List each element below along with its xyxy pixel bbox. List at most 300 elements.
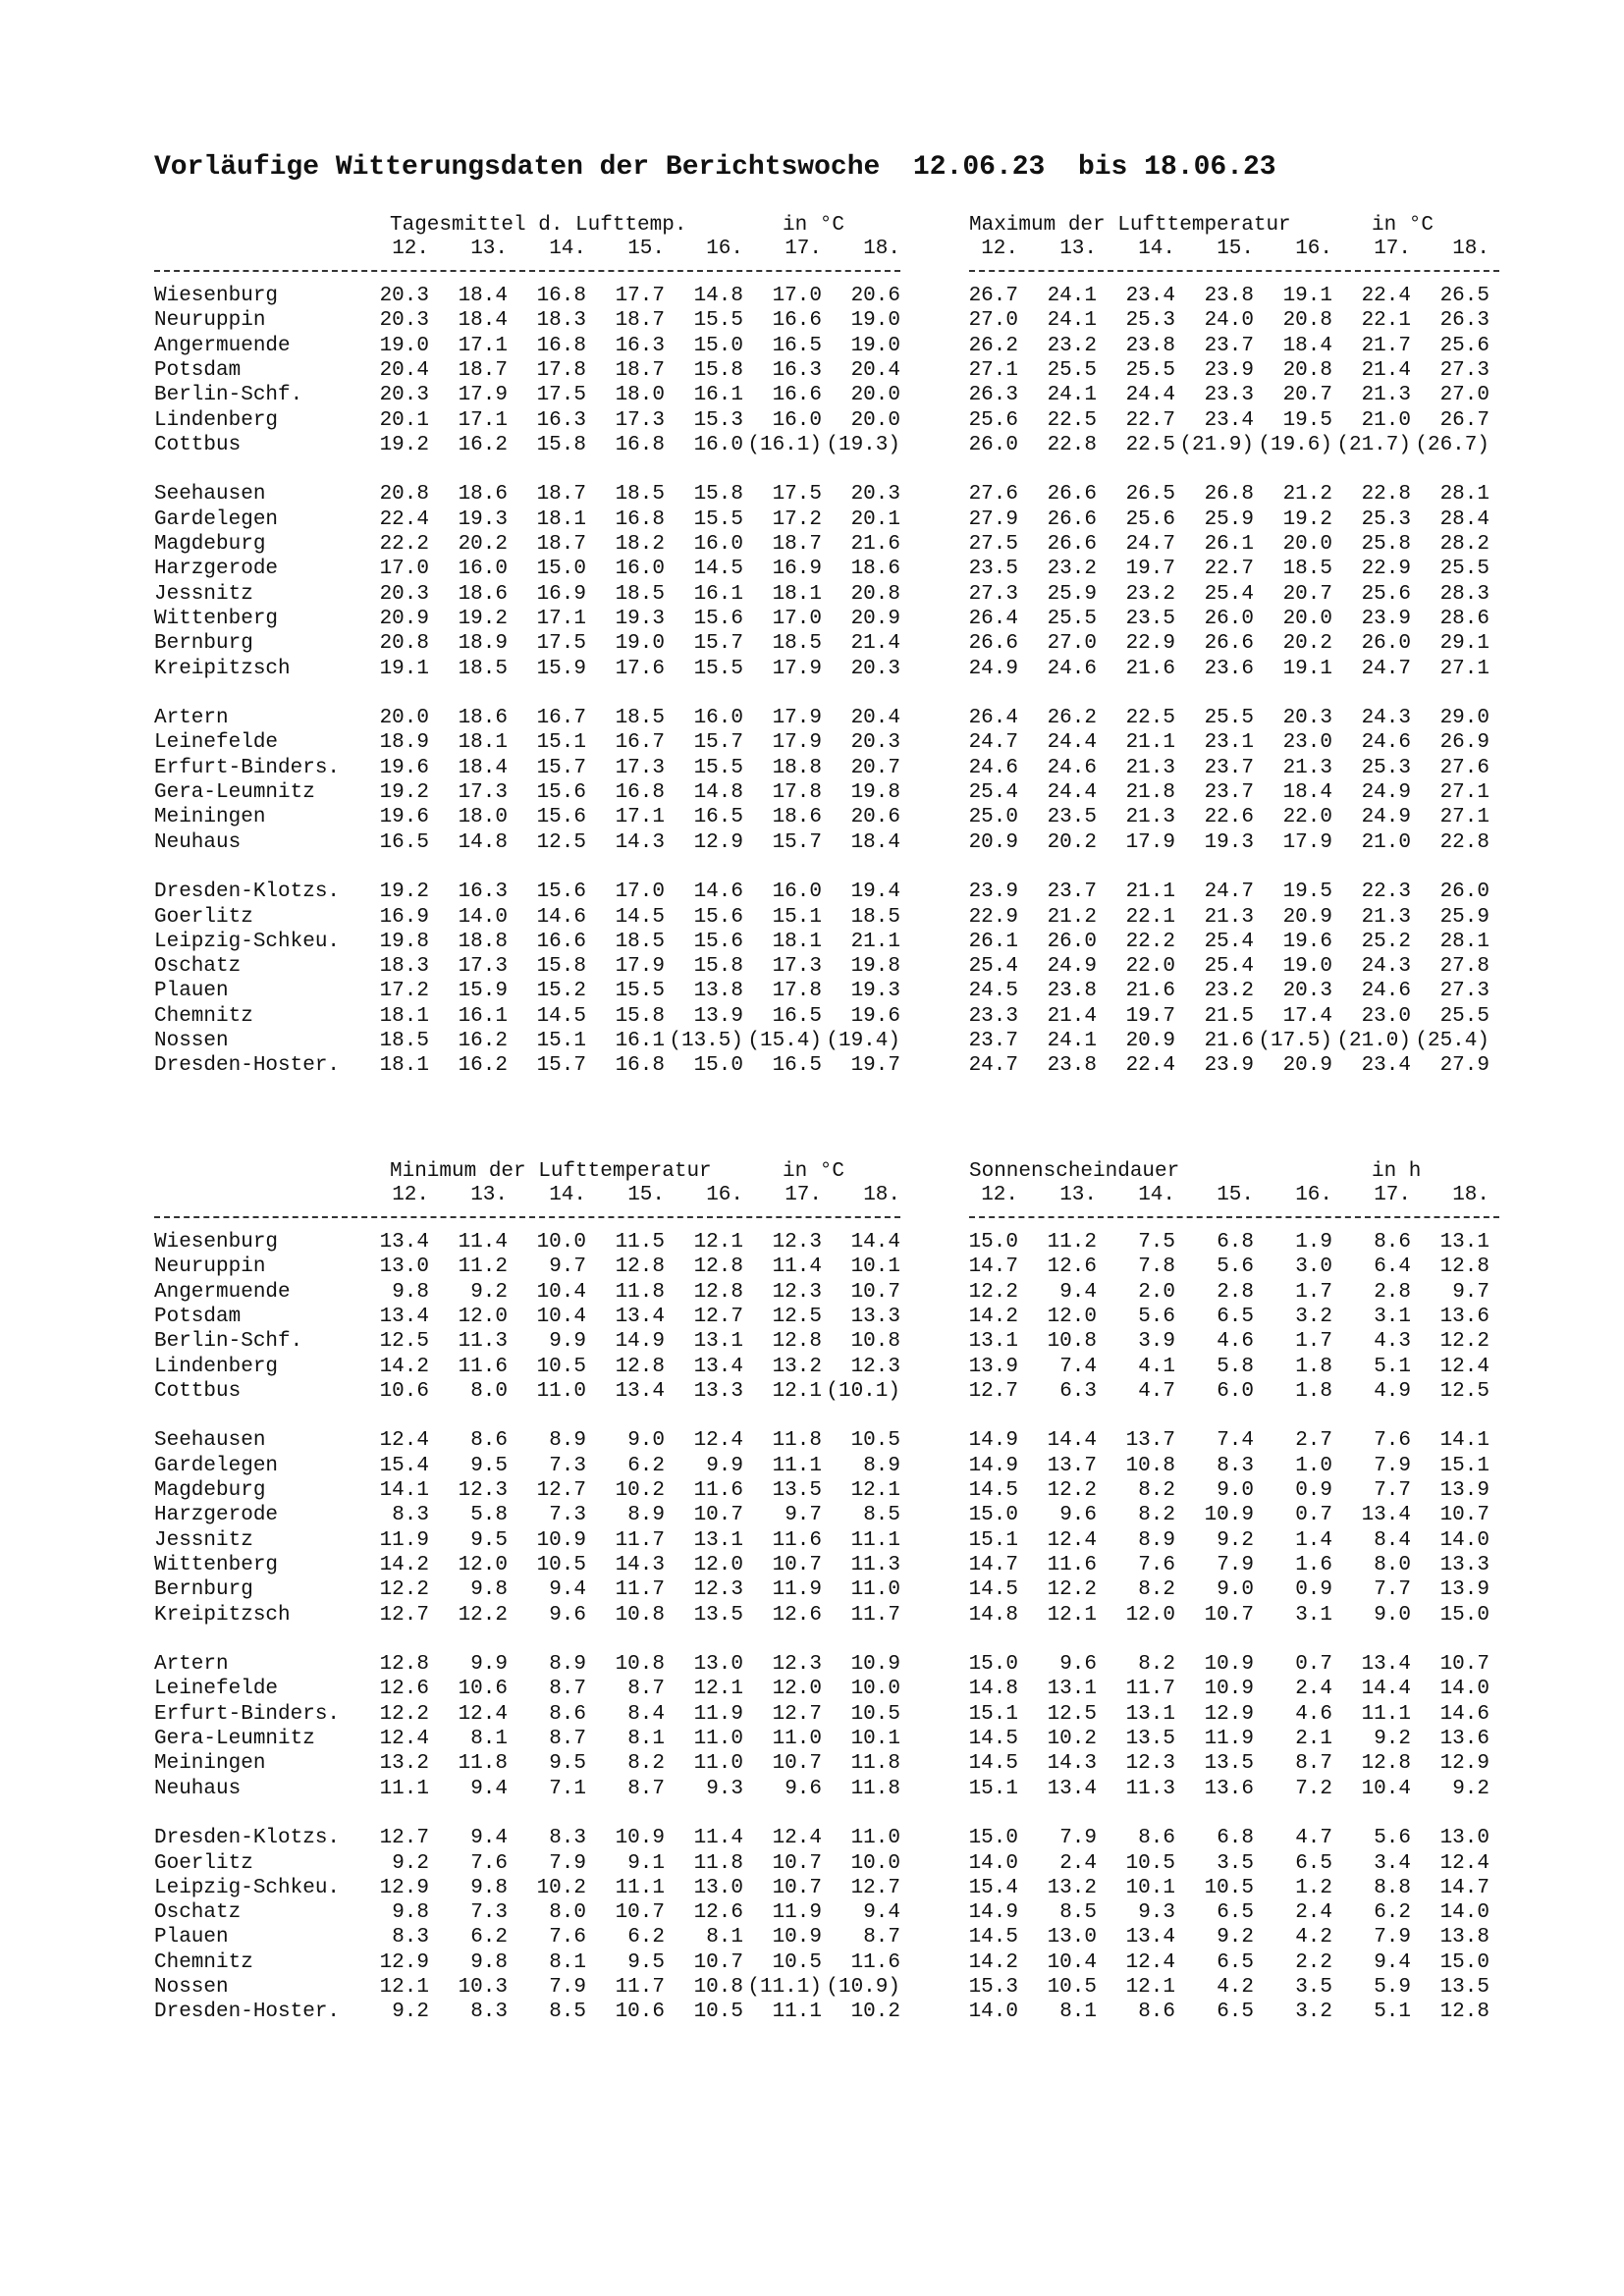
left-value-cell: 20.4 [850,707,900,730]
left-value-cell: 11.0 [850,1827,900,1850]
left-value-cell: 18.5 [615,582,665,606]
left-value-cell: 7.3 [549,1454,586,1477]
station-name: Gera-Leumnitz [154,781,315,804]
left-separator [154,1216,900,1218]
right-value-cell: 23.9 [1204,1054,1254,1078]
right-value-cell: 15.1 [968,1777,1018,1800]
right-value-cell: 24.6 [1361,731,1411,755]
left-value-cell: 20.3 [850,483,900,507]
right-value-cell: 27.8 [1439,955,1489,979]
right-separator [969,270,1499,272]
right-value-cell: 23.0 [1282,731,1332,755]
right-value-cell: 20.2 [1047,830,1097,854]
right-value-cell: 12.9 [1204,1702,1254,1726]
table-row [154,1554,1509,1578]
left-value-cell: 16.0 [693,433,743,456]
table-row [154,707,1509,731]
left-value-cell: 8.1 [470,1728,508,1750]
station-name: Potsdam [154,358,242,382]
left-value-cell: 9.2 [392,1851,429,1875]
right-value-cell: 8.7 [1295,1752,1332,1776]
station-name: Magdeburg [154,1479,266,1502]
right-value-cell: 24.0 [1204,309,1254,333]
left-value-cell: 7.1 [549,1777,586,1800]
right-value-cell: 23.3 [968,1004,1018,1028]
right-value-cell: 22.3 [1361,881,1411,904]
right-value-cell: 14.0 [968,2001,1018,2024]
right-value-cell: 7.4 [1059,1355,1097,1378]
right-value-cell: 14.6 [1439,1702,1489,1726]
right-value-cell: 13.7 [1125,1429,1175,1453]
right-value-cell: 26.7 [968,285,1018,307]
right-value-cell: 14.9 [968,1454,1018,1477]
right-value-cell: 14.7 [1439,1876,1489,1899]
right-value-cell: 23.4 [1125,285,1175,307]
right-value-cell: 21.6 [1125,980,1175,1003]
right-value-cell: 19.2 [1282,507,1332,531]
right-value-cell: 10.1 [1125,1876,1175,1899]
left-value-cell: 10.7 [615,1901,665,1925]
right-value-cell: 20.9 [1282,1054,1332,1078]
station-name: Kreipitzsch [154,657,291,680]
left-value-cell: 8.3 [392,1504,429,1527]
left-value-cell: 18.1 [772,582,822,606]
table-row [154,1005,1509,1030]
left-value-cell: 11.1 [772,1454,822,1477]
right-value-cell: 23.8 [1047,1054,1097,1078]
table-row [154,757,1509,781]
right-value-cell: 11.2 [1047,1231,1097,1254]
right-value-cell: 23.8 [1047,980,1097,1003]
left-value-cell: 19.1 [379,657,429,680]
left-value-cell: 17.6 [615,657,665,680]
left-value-cell: 18.1 [458,731,508,755]
table-row [154,1976,1509,2001]
left-value-cell: 11.8 [458,1752,508,1776]
left-value-cell: 17.0 [772,285,822,307]
left-value-cell: 8.6 [470,1429,508,1453]
table-row [154,1281,1509,1306]
right-value-cell: 26.6 [1204,632,1254,656]
right-value-cell: 27.1 [1439,657,1489,680]
right-value-cell: 14.4 [1047,1429,1097,1453]
left-value-cell: 18.5 [379,1030,429,1052]
right-value-cell: 21.7 [1361,334,1411,357]
right-value-cell: 8.5 [1059,1901,1097,1925]
left-value-cell: 9.8 [470,1876,508,1899]
table-row [154,1429,1509,1454]
station-name: Leipzig-Schkeu. [154,930,341,953]
left-value-cell: 15.7 [693,632,743,656]
left-value-cell: 10.5 [850,1429,900,1453]
left-value-cell: 20.3 [850,731,900,755]
table-row [154,1255,1509,1280]
right-value-cell: 23.2 [1047,334,1097,357]
left-value-cell: 11.6 [850,1950,900,1974]
left-value-cell: 13.4 [615,1305,665,1328]
station-name: Kreipitzsch [154,1603,291,1627]
right-value-cell: 27.3 [968,582,1018,606]
table-row [154,1030,1509,1054]
right-section-header: Sonnenscheindauer [969,1160,1180,1183]
left-day-header: 16. [706,1184,743,1206]
left-value-cell: 22.2 [379,533,429,556]
left-value-cell: 19.2 [458,607,508,630]
left-value-cell: 8.1 [549,1950,586,1974]
left-value-cell: 18.4 [458,309,508,333]
left-value-cell: 19.7 [850,1054,900,1078]
table-row [154,1306,1509,1330]
left-value-cell: 10.4 [536,1280,586,1304]
right-value-cell: 28.3 [1439,582,1489,606]
right-value-cell: 6.0 [1217,1379,1254,1403]
left-value-cell: 20.1 [379,408,429,432]
left-value-cell: 10.5 [693,2001,743,2024]
left-value-cell: 18.1 [379,1004,429,1028]
right-section-unit: in °C [1372,214,1435,237]
right-value-cell: 15.0 [968,1827,1018,1850]
right-value-cell: 13.1 [968,1330,1018,1354]
table-row [154,2001,1509,2025]
right-value-cell: 3.5 [1295,1976,1332,1999]
station-name: Harzgerode [154,1504,279,1527]
right-value-cell: 7.9 [1059,1827,1097,1850]
left-value-cell: 18.6 [458,707,508,730]
left-value-cell: 10.5 [536,1355,586,1378]
left-value-cell: 16.1 [615,1030,665,1052]
right-value-cell: 13.4 [1047,1777,1097,1800]
right-value-cell: 12.0 [1047,1305,1097,1328]
right-value-cell: 9.4 [1374,1950,1411,1974]
left-value-cell: 12.1 [693,1678,743,1701]
left-day-header: 13. [470,238,508,260]
right-value-cell: 22.5 [1125,707,1175,730]
left-value-cell: 16.8 [615,507,665,531]
right-value-cell: 27.3 [1439,358,1489,382]
left-value-cell: 12.2 [458,1603,508,1627]
right-value-cell: (17.5) [1258,1030,1332,1052]
left-value-cell: 18.9 [379,731,429,755]
left-value-cell: 15.3 [693,408,743,432]
table-row [154,558,1509,582]
left-value-cell: 16.5 [772,1004,822,1028]
left-value-cell: 11.8 [693,1851,743,1875]
station-name: Harzgerode [154,558,279,581]
right-value-cell: 24.5 [968,980,1018,1003]
station-name: Meiningen [154,1752,266,1776]
left-value-cell: 9.2 [392,2001,429,2024]
left-value-cell: 16.8 [615,433,665,456]
left-value-cell: 17.0 [615,881,665,904]
right-value-cell: 25.2 [1361,930,1411,953]
left-value-cell: 16.9 [772,558,822,581]
station-name: Artern [154,707,229,730]
left-value-cell: 16.0 [772,881,822,904]
right-value-cell: 5.6 [1138,1305,1175,1328]
right-value-cell: 7.5 [1138,1231,1175,1254]
left-value-cell: 17.0 [379,558,429,581]
right-value-cell: 22.5 [1047,408,1097,432]
station-name: Jessnitz [154,1528,253,1552]
right-value-cell: 26.6 [1047,483,1097,507]
right-value-cell: 1.4 [1295,1528,1332,1552]
right-value-cell: 24.6 [1047,756,1097,779]
right-value-cell: 24.3 [1361,955,1411,979]
left-value-cell: 12.8 [379,1653,429,1677]
left-value-cell: 8.9 [627,1504,665,1527]
table-row [154,409,1509,434]
left-section-unit: in °C [783,1160,845,1183]
left-value-cell: 19.0 [379,334,429,357]
left-value-cell: 9.5 [549,1752,586,1776]
right-value-cell: 12.6 [1047,1255,1097,1279]
left-value-cell: 12.8 [693,1255,743,1279]
right-value-cell: 5.1 [1374,1355,1411,1378]
right-value-cell: 4.7 [1295,1827,1332,1850]
right-value-cell: 7.6 [1374,1429,1411,1453]
left-value-cell: 12.5 [536,830,586,854]
right-value-cell: 1.6 [1295,1553,1332,1576]
right-value-cell: 21.3 [1125,756,1175,779]
left-value-cell: 16.6 [536,930,586,953]
right-value-cell: 3.5 [1217,1851,1254,1875]
left-value-cell: 16.0 [693,707,743,730]
table-row [154,1054,1509,1079]
left-value-cell: 11.0 [693,1728,743,1750]
station-name: Oschatz [154,955,242,979]
right-value-cell: 14.5 [968,1578,1018,1602]
left-value-cell: 15.5 [693,507,743,531]
right-value-cell: 24.1 [1047,285,1097,307]
left-value-cell: 14.3 [615,830,665,854]
right-value-cell: 14.0 [1439,1528,1489,1552]
right-value-cell: 22.4 [1361,285,1411,307]
right-value-cell: 20.8 [1282,309,1332,333]
left-value-cell: 10.6 [615,2001,665,2024]
right-day-header: 17. [1374,238,1411,260]
right-value-cell: 13.5 [1204,1752,1254,1776]
right-value-cell: 21.0 [1361,408,1411,432]
right-value-cell: 9.6 [1059,1653,1097,1677]
right-value-cell: 11.6 [1047,1553,1097,1576]
left-value-cell: 10.0 [850,1678,900,1701]
right-value-cell: 22.9 [968,905,1018,929]
station-name: Chemnitz [154,1004,253,1028]
right-value-cell: 12.2 [1439,1330,1489,1354]
left-value-cell: 20.4 [379,358,429,382]
left-value-cell: 18.7 [615,358,665,382]
right-value-cell: 14.5 [968,1752,1018,1776]
left-value-cell: 9.2 [470,1280,508,1304]
station-name: Wiesenburg [154,285,279,307]
right-value-cell: 14.0 [1439,1678,1489,1701]
right-value-cell: 23.5 [1047,806,1097,829]
left-value-cell: 10.2 [615,1479,665,1502]
right-value-cell: 4.6 [1295,1702,1332,1726]
right-value-cell: 22.6 [1204,806,1254,829]
left-value-cell: 17.1 [458,334,508,357]
left-value-cell: 14.2 [379,1553,429,1576]
left-value-cell: 11.3 [850,1553,900,1576]
right-value-cell: 24.3 [1361,707,1411,730]
left-value-cell: 16.8 [615,781,665,804]
left-value-cell: 18.5 [850,905,900,929]
table-row [154,1778,1509,1802]
right-value-cell: 20.2 [1282,632,1332,656]
right-value-cell: 29.1 [1439,632,1489,656]
right-value-cell: 22.4 [1125,1054,1175,1078]
left-value-cell: 20.2 [458,533,508,556]
left-value-cell: 16.8 [536,334,586,357]
left-value-cell: 12.7 [850,1876,900,1899]
right-value-cell: (19.6) [1258,433,1332,456]
right-value-cell: 26.0 [1439,881,1489,904]
station-name: Neuhaus [154,830,242,854]
right-value-cell: 23.7 [1204,334,1254,357]
left-value-cell: 20.3 [379,582,429,606]
left-value-cell: 13.3 [850,1305,900,1328]
left-value-cell: 6.2 [470,1926,508,1949]
right-day-header: 16. [1295,238,1332,260]
left-value-cell: 14.6 [693,881,743,904]
left-value-cell: 18.5 [458,657,508,680]
right-value-cell: 9.3 [1138,1901,1175,1925]
right-value-cell: 25.5 [1204,707,1254,730]
right-value-cell: (21.0) [1336,1030,1411,1052]
right-value-cell: 25.0 [968,806,1018,829]
right-value-cell: 15.0 [968,1504,1018,1527]
left-value-cell: 12.0 [458,1305,508,1328]
right-value-cell: 25.5 [1439,1004,1489,1028]
left-value-cell: 8.0 [549,1901,586,1925]
left-value-cell: 11.7 [615,1578,665,1602]
left-value-cell: 16.5 [693,806,743,829]
left-value-cell: 7.3 [549,1504,586,1527]
right-value-cell: 15.1 [968,1702,1018,1726]
left-value-cell: 19.3 [615,607,665,630]
right-value-cell: 14.5 [968,1926,1018,1949]
left-value-cell: 18.4 [850,830,900,854]
right-value-cell: 17.4 [1282,1004,1332,1028]
right-value-cell: 23.7 [1204,756,1254,779]
right-value-cell: 20.9 [968,830,1018,854]
right-value-cell: 27.6 [968,483,1018,507]
right-value-cell: 23.7 [1204,781,1254,804]
left-value-cell: 13.1 [693,1330,743,1354]
right-value-cell: 20.0 [1282,607,1332,630]
left-value-cell: 20.0 [850,408,900,432]
right-value-cell: 19.1 [1282,285,1332,307]
left-value-cell: 19.6 [379,756,429,779]
right-value-cell: 15.0 [1439,1950,1489,1974]
left-value-cell: 10.7 [693,1950,743,1974]
left-value-cell: 16.9 [536,582,586,606]
right-value-cell: 8.3 [1217,1454,1254,1477]
right-value-cell: 5.8 [1217,1355,1254,1378]
left-value-cell: 8.7 [863,1926,900,1949]
right-value-cell: 21.3 [1361,905,1411,929]
left-value-cell: 16.1 [693,384,743,407]
right-value-cell: 20.3 [1282,707,1332,730]
left-value-cell: 8.3 [549,1827,586,1850]
right-value-cell: 12.1 [1125,1976,1175,1999]
right-value-cell: 21.5 [1204,1004,1254,1028]
right-value-cell: 20.7 [1282,582,1332,606]
station-name: Neuruppin [154,1255,266,1279]
right-value-cell: 9.2 [1452,1777,1489,1800]
right-value-cell: 28.2 [1439,533,1489,556]
right-value-cell: 13.9 [1439,1479,1489,1502]
left-value-cell: 9.3 [706,1777,743,1800]
left-day-header: 13. [470,1184,508,1206]
right-value-cell: 8.9 [1138,1528,1175,1552]
right-value-cell: (21.7) [1336,433,1411,456]
right-value-cell: 13.3 [1439,1553,1489,1576]
right-day-header: 13. [1059,1184,1097,1206]
left-value-cell: 17.5 [536,384,586,407]
station-name: Lindenberg [154,1355,279,1378]
right-value-cell: 21.3 [1361,384,1411,407]
left-value-cell: 18.1 [536,507,586,531]
right-value-cell: 22.8 [1361,483,1411,507]
right-value-cell: 2.8 [1374,1280,1411,1304]
left-value-cell: 16.2 [458,1030,508,1052]
left-value-cell: 18.1 [772,930,822,953]
right-value-cell: 21.3 [1282,756,1332,779]
left-value-cell: 15.8 [693,955,743,979]
right-value-cell: 2.8 [1217,1280,1254,1304]
left-value-cell: 11.9 [772,1901,822,1925]
right-value-cell: 18.5 [1282,558,1332,581]
left-value-cell: 9.5 [470,1528,508,1552]
right-value-cell: 26.0 [1047,930,1097,953]
right-value-cell: 21.2 [1047,905,1097,929]
right-value-cell: 11.9 [1204,1728,1254,1750]
left-value-cell: 10.3 [458,1976,508,1999]
right-value-cell: 9.6 [1059,1504,1097,1527]
right-value-cell: 25.5 [1439,558,1489,581]
left-value-cell: 18.3 [379,955,429,979]
table-row [154,384,1509,408]
left-value-cell: 12.0 [458,1553,508,1576]
left-value-cell: 18.7 [615,309,665,333]
left-value-cell: 10.5 [772,1950,822,1974]
left-value-cell: 12.0 [772,1678,822,1701]
right-value-cell: 21.1 [1125,731,1175,755]
right-value-cell: 10.8 [1047,1330,1097,1354]
left-value-cell: 10.4 [536,1305,586,1328]
right-value-cell: 4.7 [1138,1379,1175,1403]
right-value-cell: 3.2 [1295,2001,1332,2024]
left-value-cell: 17.1 [458,408,508,432]
right-value-cell: 22.7 [1204,558,1254,581]
left-value-cell: 7.6 [549,1926,586,1949]
right-value-cell: 9.7 [1452,1280,1489,1304]
left-value-cell: 15.7 [693,731,743,755]
left-value-cell: 14.1 [379,1479,429,1502]
left-value-cell: 17.3 [615,408,665,432]
right-value-cell: 24.7 [968,1054,1018,1078]
right-value-cell: 22.8 [1439,830,1489,854]
left-value-cell: 15.5 [693,657,743,680]
table-row [154,955,1509,980]
right-value-cell: 4.1 [1138,1355,1175,1378]
left-value-cell: 16.6 [772,309,822,333]
table-row [154,483,1509,507]
right-value-cell: 14.8 [968,1603,1018,1627]
left-value-cell: 9.8 [392,1280,429,1304]
right-value-cell: 23.2 [1125,582,1175,606]
